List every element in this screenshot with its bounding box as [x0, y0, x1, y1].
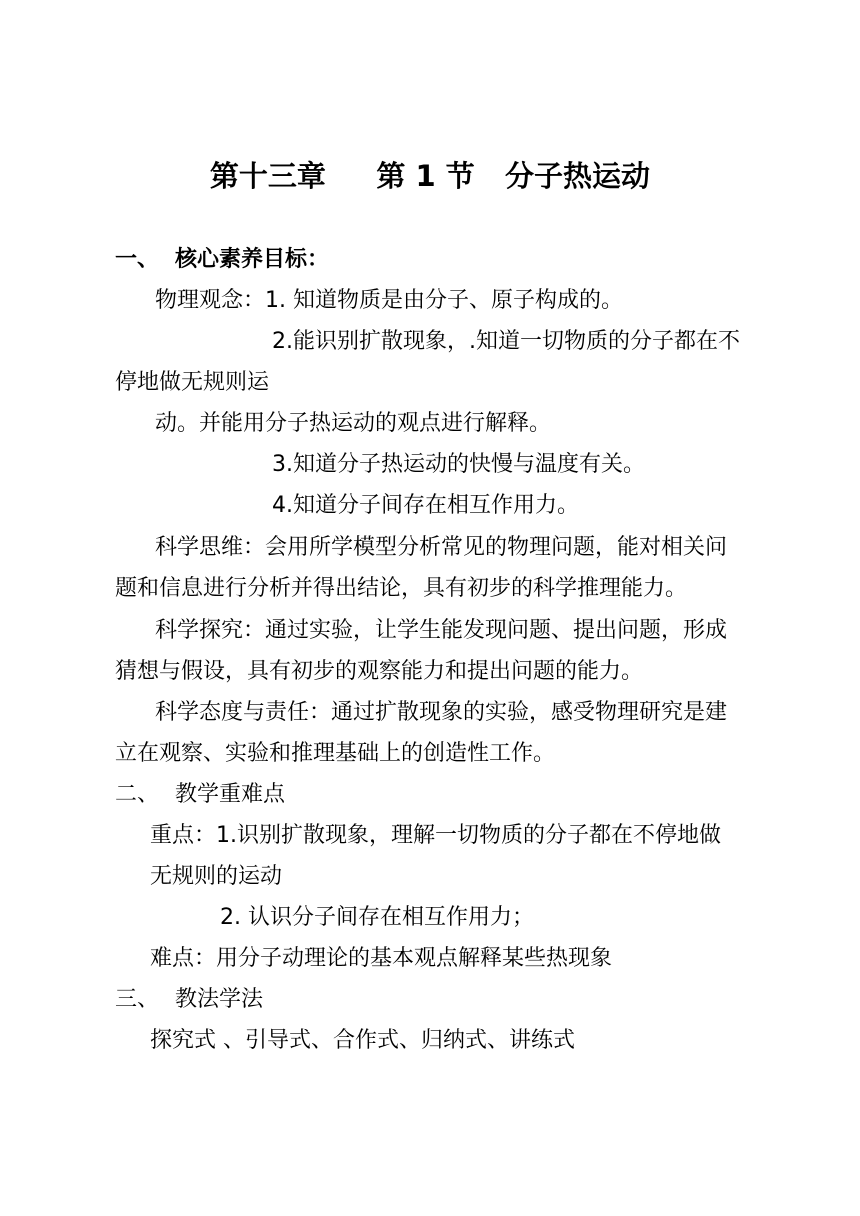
scientific-thinking-a: 科学思维：会用所学模型分析常见的物理问题，能对相关问 — [155, 535, 728, 560]
key-point-a: 重点：1.识别扩散现象，理解一切物质的分子都在不停地做 — [150, 823, 721, 848]
physics-concept-line — [155, 286, 623, 316]
section-1-title: 核心素养目标： — [175, 247, 330, 272]
section-2-number: 二、 — [115, 782, 160, 807]
physics-concept-item-2c: 动。并能用分子热运动的观点进行解释。 — [155, 411, 552, 436]
scientific-attitude-a: 科学态度与责任：通过扩散现象的实验，感受物理研究是建 — [155, 700, 728, 725]
section-3-title: 教法学法 — [175, 987, 264, 1012]
physics-concept-item-3: 3.知道分子热运动的快慢与温度有关。 — [272, 452, 645, 477]
scientific-inquiry-a: 科学探究：通过实验，让学生能发现问题、提出问题，形成 — [155, 618, 728, 643]
physics-concept-item-2b: 停地做无规则运 — [115, 370, 270, 395]
scientific-attitude-b: 立在观察、实验和推理基础上的创造性工作。 — [115, 741, 556, 766]
difficult-point: 难点：用分子动理论的基本观点解释某些热现象 — [150, 946, 613, 971]
scientific-inquiry-b: 猜想与假设，具有初步的观察能力和提出问题的能力。 — [115, 659, 644, 684]
section-2-title: 教学重难点 — [175, 782, 286, 807]
physics-concept-label: 物理观念： — [155, 288, 266, 313]
page-title: 第十三章 第 1 节 分子热运动 — [209, 159, 651, 193]
key-point-b: 无规则的运动 — [150, 864, 283, 889]
physics-concept-item-1: 1. 知道物质是由分子、原子构成的。 — [265, 288, 624, 313]
section-1-number: 一、 — [115, 247, 160, 272]
section-1-heading — [115, 245, 329, 275]
physics-concept-item-2a: 2.能识别扩散现象，.知道一切物质的分子都在不 — [272, 329, 740, 354]
physics-concept-item-4: 4.知道分子间存在相互作用力。 — [272, 493, 579, 518]
teaching-methods: 探究式 、引导式、合作式、归纳式、讲练式 — [150, 1028, 575, 1053]
key-point-c: 2. 认识分子间存在相互作用力； — [220, 905, 534, 930]
scientific-thinking-b: 题和信息进行分析并得出结论，具有初步的科学推理能力。 — [115, 576, 688, 601]
section-3-number: 三、 — [115, 987, 160, 1012]
section-2-heading — [115, 780, 285, 810]
section-3-heading — [115, 985, 263, 1015]
